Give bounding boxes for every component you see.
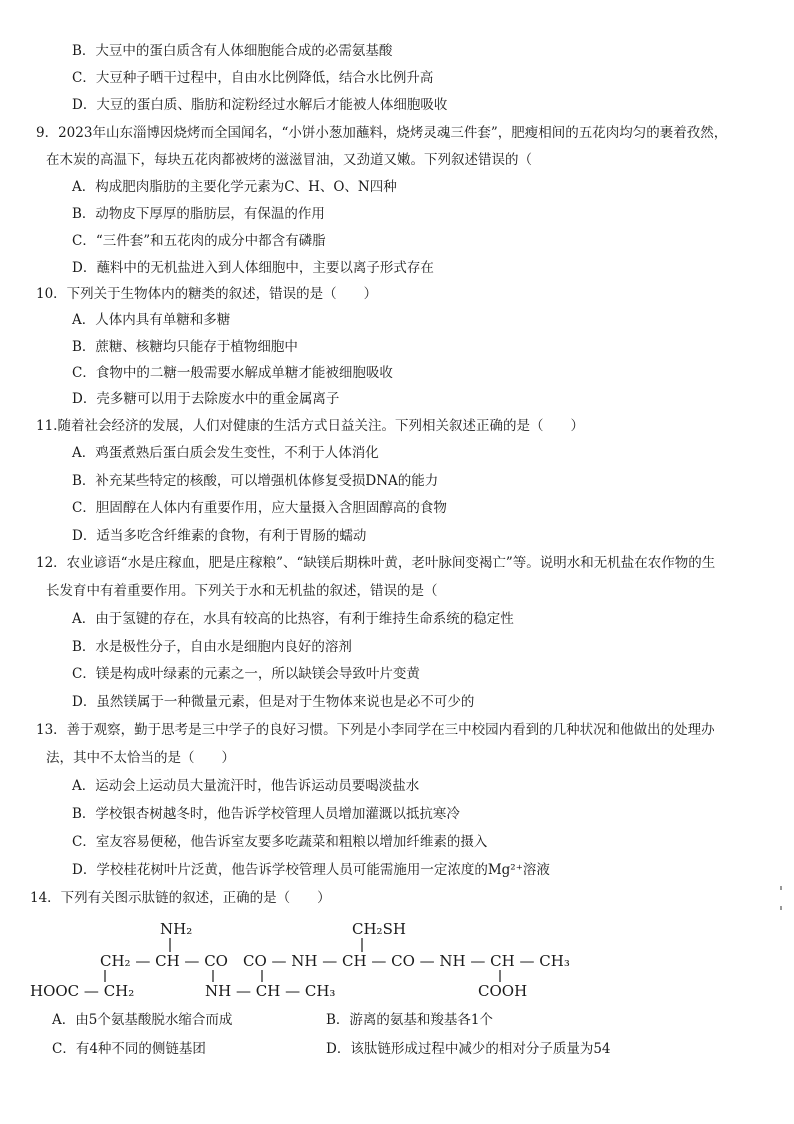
q11-option-c: C．胆固醇在人体内有重要作用，应大量摄入含胆固醇高的食物 (72, 500, 447, 516)
scan-mark (780, 906, 782, 910)
q13-option-a: A．运动会上运动员大量流汗时，他告诉运动员要喝淡盐水 (72, 778, 420, 794)
q13-stem-line1: 13．善于观察，勤于思考是三中学子的良好习惯。下列是小李同学在三中校园内看到的几种状况和他做出的处理办 (36, 722, 715, 738)
q11-stem: 11.随着社会经济的发展，人们对健康的生活方式日益关注。下列相关叙述正确的是（ ） (36, 418, 584, 434)
q11-option-a: A．鸡蛋煮熟后蛋白质会发生变性，不利于人体消化 (72, 445, 379, 461)
q14-option-d: D．该肽链形成过程中减少的相对分子质量为54 (326, 1041, 611, 1057)
formula-row2-left: HOOC — CH₂ (30, 982, 135, 1000)
q9-option-c: C．“三件套”和五花肉的成分中都含有磷脂 (72, 233, 326, 249)
q8-option-b: B．大豆中的蛋白质含有人体细胞能合成的必需氨基酸 (72, 43, 393, 59)
q13-option-c: C．室友容易便秘，他告诉室友要多吃蔬菜和粗粮以增加纤维素的摄入 (72, 834, 488, 850)
formula-row2-mid: NH — CH — CH₃ (205, 982, 336, 1000)
q12-option-b: B．水是极性分子，自由水是细胞内良好的溶剂 (72, 639, 352, 655)
q12-stem-line2: 长发育中有着重要作用。下列关于水和无机盐的叙述，错误的是（ (46, 583, 438, 599)
q10-option-c: C．食物中的二糖一般需要水解成单糖才能被细胞吸收 (72, 365, 393, 381)
scan-mark (780, 886, 782, 890)
q10-stem: 10．下列关于生物体内的糖类的叙述，错误的是（ ） (36, 286, 378, 302)
q8-option-c: C．大豆种子晒干过程中，自由水比例降低，结合水比例升高 (72, 70, 434, 86)
q9-option-d: D．蘸料中的无机盐进入到人体细胞中，主要以离子形式存在 (72, 260, 434, 276)
q11-option-d: D．适当多吃含纤维素的食物，有利于胃肠的蠕动 (72, 528, 367, 544)
q14-option-b: B．游离的氨基和羧基各1个 (326, 1012, 494, 1028)
q10-option-b: B．蔗糖、核糖均只能存于植物细胞中 (72, 339, 298, 355)
formula-cooh: COOH (478, 982, 528, 1000)
q9-stem-line1: 9．2023年山东淄博因烧烤而全国闻名，“小饼小葱加蘸料，烧烤灵魂三件套”，肥瘦相间的五花肉均匀的裹着孜然， (36, 125, 728, 141)
q13-option-b: B．学校银杏树越冬时，他告诉学校管理人员增加灌溉以抵抗寒冷 (72, 806, 460, 822)
q11-option-b: B．补充某些特定的核酸，可以增强机体修复受损DNA的能力 (72, 473, 439, 489)
q13-option-d: D．学校桂花树叶片泛黄，他告诉学校管理人员可能需施用一定浓度的Mg²⁺溶液 (72, 862, 550, 878)
q14-option-a: A．由5个氨基酸脱水缩合而成 (52, 1012, 233, 1028)
q8-option-d: D．大豆的蛋白质、脂肪和淀粉经过水解后才能被人体细胞吸收 (72, 97, 448, 113)
formula-nh2: NH₂ (160, 920, 193, 938)
q12-option-a: A．由于氢键的存在，水具有较高的比热容，有利于维持生命系统的稳定性 (72, 611, 514, 627)
peptide-chain-diagram (30, 912, 570, 1012)
q10-option-d: D．壳多糖可以用于去除废水中的重金属离子 (72, 391, 340, 407)
q9-option-a: A．构成肥肉脂肪的主要化学元素为C、H、O、N四种 (72, 179, 397, 195)
formula-row1: CH₂ — CH — CO CO — NH — CH — CO — NH — CH — CH₃ (100, 952, 570, 970)
q9-stem-line2: 在木炭的高温下，每块五花肉都被烤的滋滋冒油，又劲道又嫩。下列叙述错误的（ (46, 152, 532, 168)
q9-option-b: B．动物皮下厚厚的脂肪层，有保温的作用 (72, 206, 325, 222)
q10-option-a: A．人体内具有单糖和多糖 (72, 312, 231, 328)
q14-option-c: C．有4种不同的侧链基团 (52, 1041, 206, 1057)
q12-stem-line1: 12．农业谚语“水是庄稼血，肥是庄稼粮”、“缺镁后期株叶黄，老叶脉间变褐亡”等。说明水和无机盐在农作物的生 (36, 555, 716, 571)
q12-option-d: D．虽然镁属于一种微量元素，但是对于生物体来说也是必不可少的 (72, 694, 475, 710)
q14-stem: 14．下列有关图示肽链的叙述，正确的是（ ） (30, 890, 331, 906)
q12-option-c: C．镁是构成叶绿素的元素之一，所以缺镁会导致叶片变黄 (72, 666, 420, 682)
formula-ch2sh: CH₂SH (352, 920, 406, 938)
q13-stem-line2: 法，其中不太恰当的是（ ） (46, 750, 235, 766)
